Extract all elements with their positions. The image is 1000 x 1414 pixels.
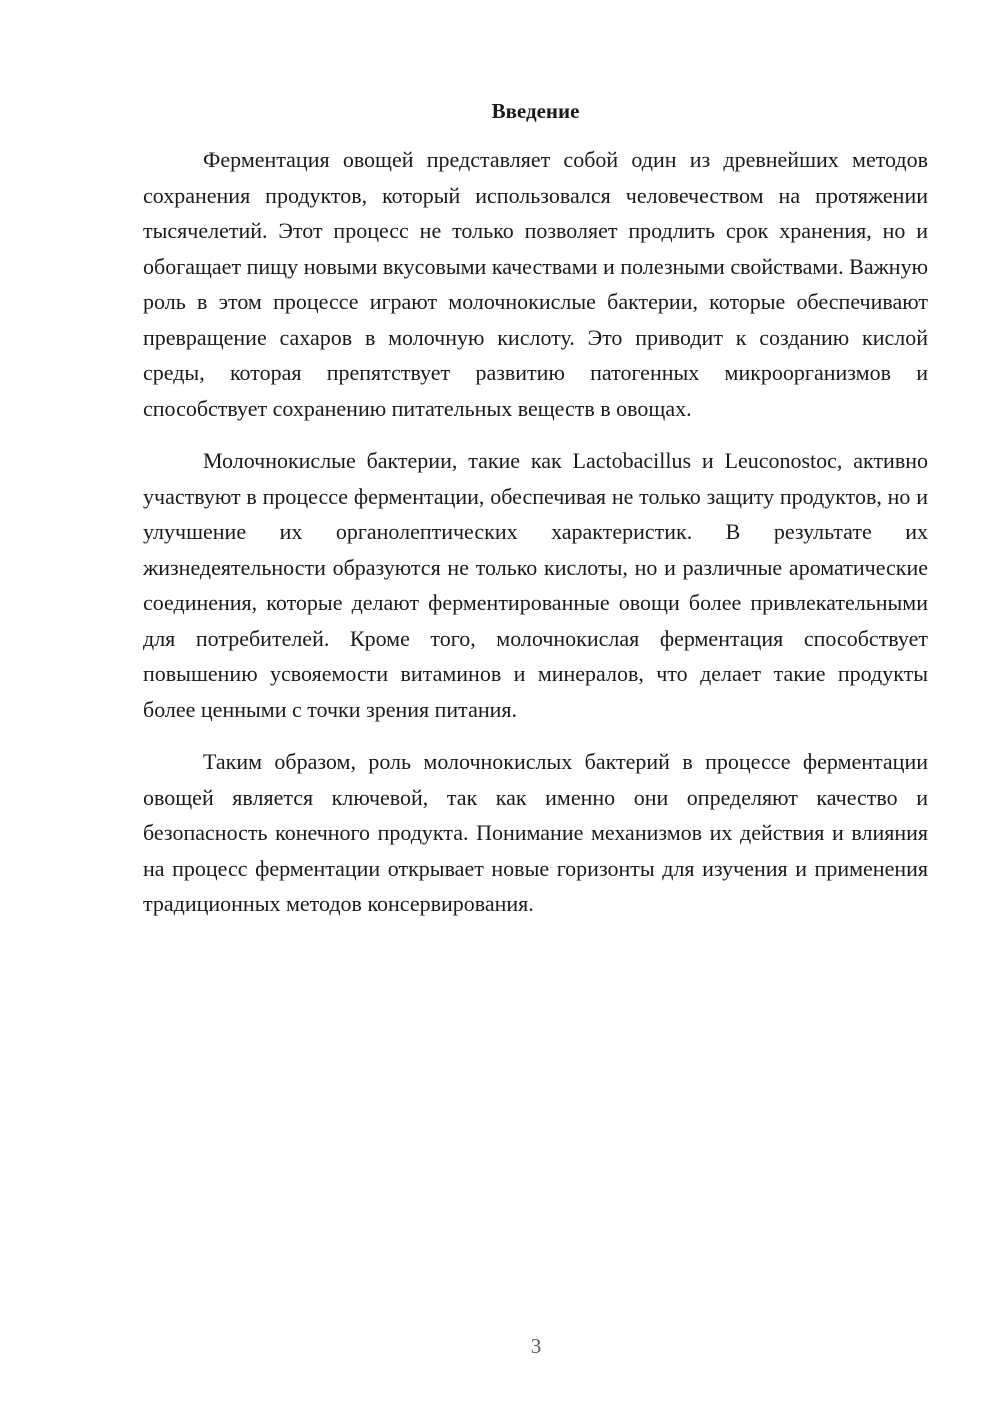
paragraph-1: Ферментация овощей представляет собой один из древнейших методов сохранения продуктов, который использовался человечеством на протяжении тысячелетий. Этот процесс не только позволяет продлить срок хранения, но и обогащает пищу новыми вкусовыми качествами и полезными свойствами. Важную роль в этом процессе играют молочнокислые бактерии, которые обеспечивают превращение сахаров в молочную кислоту. Это приводит к созданию кислой среды, которая препятствует развитию патогенных микроорганизмов и способствует сохранению питательных веществ в овощах. xyxy=(143,147,928,421)
body-text xyxy=(143,142,928,939)
paragraph-2: Молочнокислые бактерии, такие как Lactobacillus и Leuconostoc, активно участвуют в процессе ферментации, обеспечивая не только защиту продуктов, но и улучшение их органолептических характеристик. В результате их жизнедеятельности образуются не только кислоты, но и различные ароматические соединения, которые делают ферментированные овощи более привлекательными для потребителей. Кроме того, молочнокислая ферментация способствует повышению усвояемости витаминов и минералов, что делает такие продукты более ценными с точки зрения питания. xyxy=(143,448,928,722)
page-title: Введение xyxy=(491,99,580,123)
paragraph-3: Таким образом, роль молочнокислых бактерий в процессе ферментации овощей является ключевой, так как именно они определяют качество и безопасность конечного продукта. Понимание механизмов их действия и влияния на процесс ферментации открывает новые горизонты для изучения и применения традиционных методов консервирования. xyxy=(143,749,928,916)
page-number: 3 xyxy=(530,1334,542,1358)
